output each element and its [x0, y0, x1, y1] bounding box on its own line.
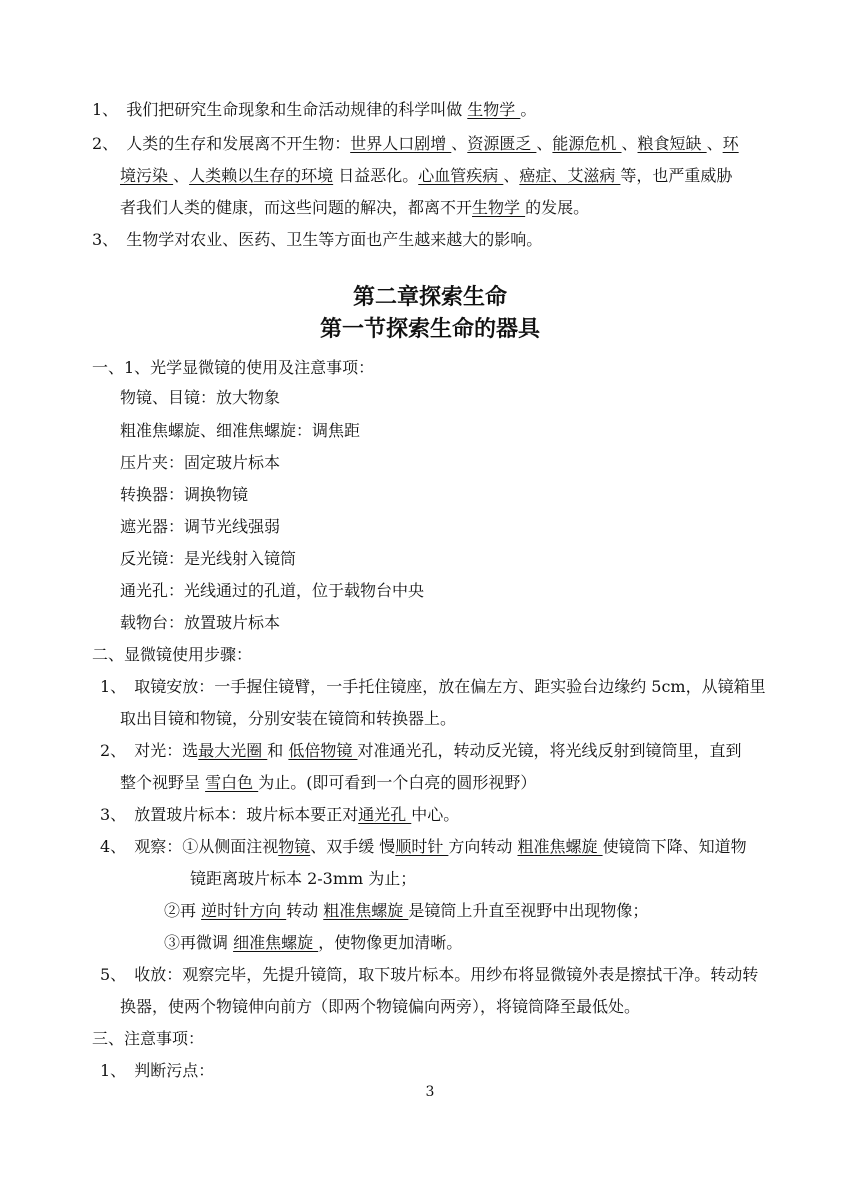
underlined-answer: 粮食短缺 [637, 134, 707, 153]
component-aperture [120, 581, 424, 601]
item-number: 1、 [92, 100, 119, 119]
text-segment: 三、注意事项： [92, 1029, 205, 1048]
text-segment: 为止。(即可看到一个白亮的圆形视野） [258, 773, 537, 792]
text-segment: 者我们人类的健康，而这些问题的解决，都离不开 [120, 198, 473, 217]
underlined-answer: 环 [722, 134, 739, 153]
chapter-title: 第二章探索生命 [352, 285, 507, 310]
text-segment: 的发展。 [525, 198, 590, 217]
text-segment: 反光镜：是光线射入镜筒 [120, 549, 297, 568]
underlined-answer: 生物学 [467, 100, 521, 119]
item-number: 3、 [92, 230, 119, 249]
text-segment: 、 [536, 134, 553, 153]
intro-item-2 [92, 134, 739, 154]
underlined-answer: 最大光圈 [198, 741, 268, 760]
step-4-sub-2 [164, 901, 648, 921]
text-segment: 取镜安放：一手握住镜臂，一手托住镜座，放在偏左方、距实验台边缘约 5cm，从镜箱里 [134, 677, 766, 696]
underlined-answer: 癌症、艾滋病 [519, 166, 621, 185]
text-segment: 放置玻片标本：玻片标本要正对 [134, 805, 359, 824]
underlined-answer: 逆时针方向 [201, 901, 287, 920]
text-segment: 、 [451, 134, 468, 153]
note-1 [100, 1061, 214, 1081]
text-segment: 是镜筒上升直至视野中出现物像； [408, 901, 649, 920]
item-number: 1、 [100, 1061, 127, 1080]
item-number: 2、 [92, 134, 119, 153]
text-segment: 物镜、目镜：放大物象 [120, 388, 281, 407]
underlined-answer: 顺时针 [395, 837, 449, 856]
item-number: 5、 [100, 965, 127, 984]
text-segment: 粗准焦螺旋、细准焦螺旋：调焦距 [120, 421, 361, 440]
component-focus-knobs [120, 421, 360, 441]
text-segment: 判断污点： [134, 1061, 215, 1080]
intro-item-2-cont-1 [120, 166, 732, 186]
text-segment: 我们把研究生命现象和生命活动规律的科学叫做 [126, 100, 468, 119]
underlined-answer: 低倍物镜 [288, 741, 358, 760]
text-segment: 转换器：调换物镜 [120, 485, 249, 504]
step-4-cont [190, 869, 416, 889]
text-segment: 中心。 [411, 805, 460, 824]
component-diaphragm [120, 517, 280, 537]
text-segment: 生物学对农业、医药、卫生等方面也产生越来越大的影响。 [126, 230, 543, 249]
underlined-answer: 物镜 [278, 837, 311, 856]
component-stage-clips [120, 453, 280, 473]
underlined-answer: 心血管疾病 [418, 166, 504, 185]
text-segment: 转动 [286, 901, 324, 920]
text-segment: 二、显微镜使用步骤： [92, 645, 253, 664]
text-segment: 方向转动 [448, 837, 518, 856]
step-2 [100, 741, 742, 761]
component-mirror [120, 549, 296, 569]
page-number: 3 [425, 1084, 435, 1100]
text-segment: 对光：选 [134, 741, 199, 760]
text-segment: ③再微调 [164, 933, 234, 952]
underlined-answer: 生物学 [472, 198, 526, 217]
text-segment: 观察：①从侧面注视 [134, 837, 279, 856]
underlined-answer: 细准焦螺旋 [233, 933, 319, 952]
step-3 [100, 805, 459, 825]
item-number: 2、 [100, 741, 127, 760]
text-segment: 整个视野呈 [120, 773, 206, 792]
step-4 [100, 837, 747, 857]
underlined-answer: 境污染 [120, 166, 174, 185]
underlined-answer: 粗准焦螺旋 [517, 837, 603, 856]
intro-item-2-cont-2 [120, 198, 589, 218]
item-number: 4、 [100, 837, 127, 856]
component-stage [120, 613, 280, 633]
text-segment: 。 [520, 100, 537, 119]
text-segment: 、 [706, 134, 723, 153]
text-segment: 收放：观察完毕，先提升镜筒，取下玻片标本。用纱布将显微镜外表是擦拭干净。转动转 [134, 965, 759, 984]
text-segment: 和 [267, 741, 289, 760]
text-segment: 等，也严重威胁 [620, 166, 733, 185]
text-segment: 遮光器：调节光线强弱 [120, 517, 281, 536]
step-5 [100, 965, 758, 985]
component-objective-eyepiece [120, 388, 280, 408]
text-segment: 载物台：放置玻片标本 [120, 613, 281, 632]
item-number: 3、 [100, 805, 127, 824]
text-segment: 压片夹：固定玻片标本 [120, 453, 281, 472]
step-4-sub-3 [164, 933, 462, 953]
intro-item-1 [92, 100, 536, 120]
text-segment: 换器，使两个物镜伸向前方（即两个物镜偏向两旁），将镜筒降至最低处。 [120, 997, 641, 1016]
text-segment: ，使物像更加清晰。 [318, 933, 463, 952]
underlined-answer: 雪白色 [205, 773, 259, 792]
item-number: 1、 [100, 677, 127, 696]
text-segment: 、 [173, 166, 190, 185]
underlined-answer: 人类赖以生存的环境 [189, 166, 334, 185]
underlined-answer: 通光孔 [358, 805, 412, 824]
text-segment: 、 [503, 166, 520, 185]
underlined-answer: 世界人口剧增 [350, 134, 452, 153]
step-1 [100, 677, 766, 697]
text-segment: 人类的生存和发展离不开生物： [126, 134, 351, 153]
heading-part-2 [92, 645, 252, 665]
step-2-cont [120, 773, 536, 793]
text-segment: ②再 [164, 901, 202, 920]
text-segment: 日益恶化。 [333, 166, 419, 185]
text-segment: 、 [621, 134, 638, 153]
text-segment: 镜距离玻片标本 2-3mm 为止； [190, 869, 417, 888]
underlined-answer: 资源匮乏 [467, 134, 537, 153]
component-nosepiece [120, 485, 248, 505]
text-segment: 一、1、光学显微镜的使用及注意事项： [92, 358, 375, 377]
text-segment: 对准通光孔，转动反光镜，将光线反射到镜筒里，直到 [357, 741, 742, 760]
heading-part-1 [92, 358, 374, 378]
intro-item-3 [92, 230, 542, 250]
heading-part-3 [92, 1029, 204, 1049]
text-segment: 、双手缓 慢 [310, 837, 396, 856]
step-5-cont [120, 997, 640, 1017]
underlined-answer: 能源危机 [552, 134, 622, 153]
text-segment: 取出目镜和物镜，分别安装在镜筒和转换器上。 [120, 709, 457, 728]
step-1-cont [120, 709, 456, 729]
section-title: 第一节探索生命的器具 [319, 317, 540, 342]
text-segment: 通光孔：光线通过的孔道，位于载物台中央 [120, 581, 425, 600]
underlined-answer: 粗准焦螺旋 [323, 901, 409, 920]
text-segment: 使镜筒下降、知道物 [602, 837, 747, 856]
